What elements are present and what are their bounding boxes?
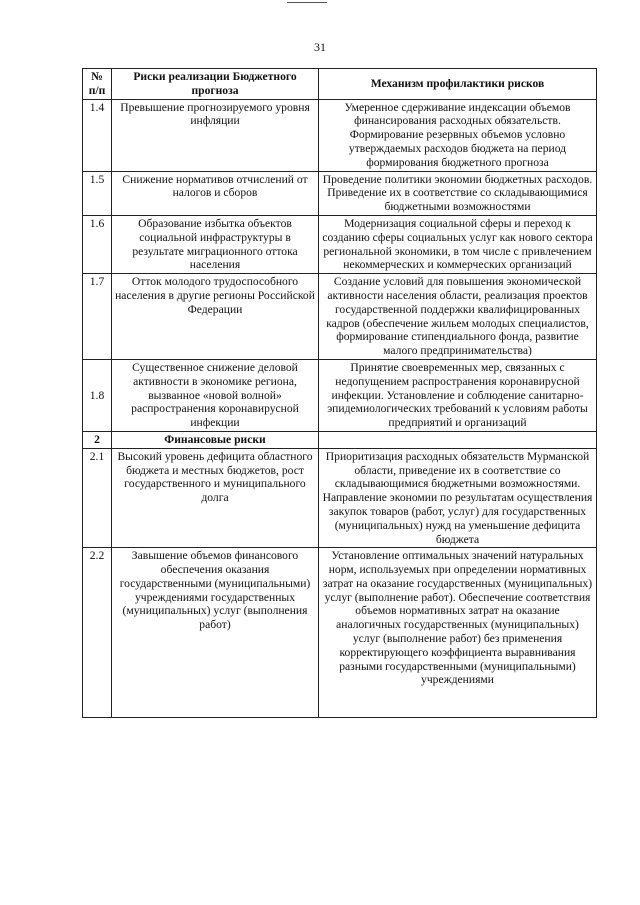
row-mechanism: Модернизация социальной сферы и переход к созданию сферы социальных услуг как нового сектора региональной экономики, в том числе с привлечением некоммерческих и коммерческих организаций: [319, 215, 597, 273]
row-mechanism: Проведение политики экономии бюджетных расходов. Приведение их в соответствие со складывающимися бюджетными возможностями: [319, 171, 597, 215]
row-mechanism: Принятие своевременных мер, связанных с недопущением распространения коронавирусной инфекции. Установление и соблюдение санитарно-эпидемиологических требований к условиям работы предприятий и организаций: [319, 359, 597, 431]
row-risk: Образование избытка объектов социальной инфраструктуры в результате миграционного оттока населения: [112, 215, 319, 273]
row-num: 1.6: [83, 215, 112, 273]
row-risk: Отток молодого трудоспособного населения в другие регионы Российской Федерации: [112, 274, 319, 360]
table-row: [83, 99, 597, 171]
table-row: [83, 448, 597, 548]
header-mechanism: Механизм профилактики рисков: [319, 69, 597, 100]
table-row: [83, 274, 597, 360]
risk-table: [82, 68, 597, 718]
row-num: 1.7: [83, 274, 112, 360]
row-risk: Существенное снижение деловой активности в экономике региона, вызванное «новой волной» распространения коронавирусной инфекции: [112, 359, 319, 431]
table-row: [83, 548, 597, 718]
table-row: [83, 171, 597, 215]
row-risk: Высокий уровень дефицита областного бюджета и местных бюджетов, рост государственного и муниципального долга: [112, 448, 319, 548]
header-risk: Риски реализации Бюджетного прогноза: [112, 69, 319, 100]
row-num: 1.5: [83, 171, 112, 215]
row-num: 2.2: [83, 548, 112, 718]
row-risk: Снижение нормативов отчислений от налогов и сборов: [112, 171, 319, 215]
section-row: [83, 431, 597, 448]
row-risk: Завышение объемов финансового обеспечения оказания государственными (муниципальными) учреждениями государственных (муниципальных) услуг (выполнения работ): [112, 548, 319, 718]
row-num: 1.8: [83, 359, 112, 431]
row-mechanism: Создание условий для повышения экономической активности населения области, реализация проектов государственной поддержки квалифицированных кадров (обеспечение жильем молодых специалистов, формирование стипендиального фонда, развитие малого предпринимательства): [319, 274, 597, 360]
page-number: 31: [314, 40, 326, 54]
table-header-row: [83, 69, 597, 100]
row-mechanism: Установление оптимальных значений натуральных норм, используемых при определении нормативных затрат на оказание государственных (муниципальных) услуг (выполнение работ). Обеспечение соответствия объемов нормативных затрат на оказание аналогичных государственных (муниципальных) услуг (выполнение работ) без применения корректирующего коэффициента выравнивания разными государственными (муниципальными) учреждениями: [319, 548, 597, 718]
row-mechanism: Умеренное сдерживание индексации объемов финансирования расходных обязательств. Формирование резервных объемов условно утверждаемых расходов бюджета на период формирования бюджетного прогноза: [319, 99, 597, 171]
row-risk: Превышение прогнозируемого уровня инфляции: [112, 99, 319, 171]
row-mechanism: Приоритизация расходных обязательств Мурманской области, приведение их в соответствие со складывающимися бюджетными возможностями. Направление экономии по результатам осуществления закупок товаров (работ, услуг) для государственных (муниципальных) нужд на уменьшение дефицита бюджета: [319, 448, 597, 548]
section-num: 2: [83, 431, 112, 448]
row-num: 2.1: [83, 448, 112, 548]
row-num: 1.4: [83, 99, 112, 171]
section-mechanism: [319, 431, 597, 448]
top-rule: [287, 2, 327, 3]
table-row: [83, 215, 597, 273]
table-row: [83, 359, 597, 431]
section-title: Финансовые риски: [112, 431, 319, 448]
header-num: № п/п: [83, 69, 112, 100]
